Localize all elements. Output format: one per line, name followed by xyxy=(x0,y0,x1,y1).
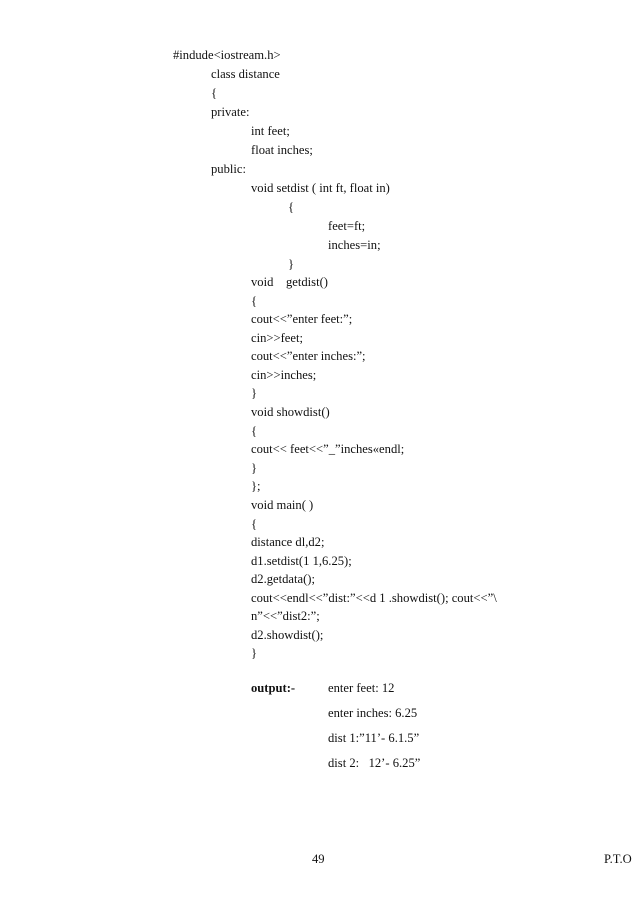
code-line: private: xyxy=(211,105,250,119)
code-line: void getdist() xyxy=(251,275,328,289)
page-number: 49 xyxy=(312,852,325,866)
output-line: enter inches: 6.25 xyxy=(328,706,418,720)
output-line: enter feet: 12 xyxy=(328,681,395,695)
code-line: distance dl,d2; xyxy=(251,535,325,549)
code-line: cout<<endl<<”dist:”<<d 1 .showdist(); cout<<”\ xyxy=(251,591,497,605)
code-line: feet=ft; xyxy=(328,219,366,233)
code-line: { xyxy=(288,200,295,214)
code-line: cout<<”enter feet:”; xyxy=(251,312,353,326)
code-line: } xyxy=(288,257,295,271)
code-line: int feet; xyxy=(251,124,290,138)
code-line: { xyxy=(211,86,218,100)
output-label: output:- xyxy=(251,681,296,695)
code-line: void main( ) xyxy=(251,498,314,512)
code-line: float inches; xyxy=(251,143,313,157)
code-line: n”<<”dist2:”; xyxy=(251,609,320,623)
code-line: cin>>inches; xyxy=(251,368,317,382)
output-line: dist 2: 12’- 6.25” xyxy=(328,756,421,770)
code-line: void showdist() xyxy=(251,405,330,419)
code-line: }; xyxy=(251,479,261,493)
output-line: dist 1:”11’- 6.1.5” xyxy=(328,731,420,745)
code-line: { xyxy=(251,517,258,531)
code-line: d2.showdist(); xyxy=(251,628,324,642)
pto-label: P.T.O xyxy=(604,852,632,866)
code-line: { xyxy=(251,294,258,308)
code-line: cin>>feet; xyxy=(251,331,303,345)
code-line: inches=in; xyxy=(328,238,381,252)
code-line: #indude<iostream.h> xyxy=(173,48,281,62)
code-line: public: xyxy=(211,162,246,176)
code-line: class distance xyxy=(211,67,280,81)
code-line: { xyxy=(251,424,258,438)
code-line: } xyxy=(251,461,258,475)
code-line: d2.getdata(); xyxy=(251,572,315,586)
code-line: } xyxy=(251,386,258,400)
code-line: cout<<”enter inches:”; xyxy=(251,349,366,363)
code-line: void setdist ( int ft, float in) xyxy=(251,181,390,195)
code-line: d1.setdist(1 1,6.25); xyxy=(251,554,352,568)
code-line: } xyxy=(251,646,258,660)
code-line: cout<< feet<<”_”inches«endl; xyxy=(251,442,405,456)
